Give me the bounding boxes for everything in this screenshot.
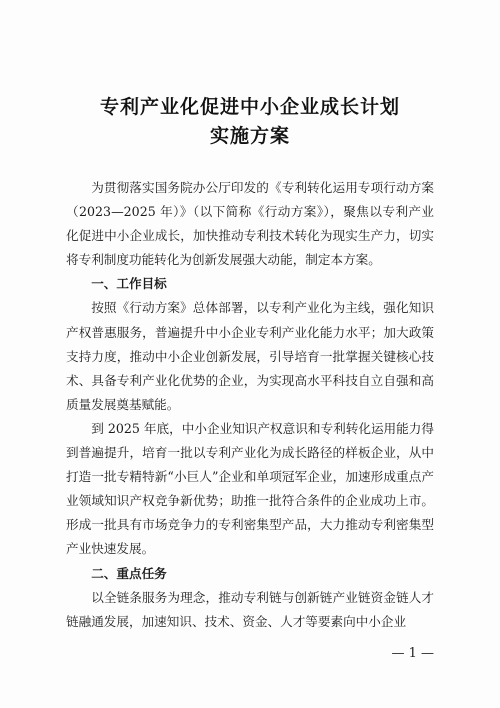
document-title-line2: 实施方案 (209, 125, 290, 147)
section1-paragraph-1: 按照《行动方案》总体部署，以专利产业化为主线，强化知识产权普惠服务，普遍提升中小企业专利产业化能力水平；加大政策支持力度，推动中小企业创新发展，引导培育一批掌握关键核心技术、具备专利产业化优势的企业，为实现高水平科技自立自强和高质量发展奠基赋能。 (66, 300, 434, 412)
page-number: — 1 — (391, 646, 434, 661)
section1-heading: 一、工作目标 (91, 276, 167, 292)
section1-paragraph-2: 到 2025 年底，中小企业知识产权意识和专利转化运用能力得到普遍提升，培育一批以专利产业化为成长路径的样板企业，从中打造一批专精特新“小巨人”企业和单项冠军企业，加速形成重点产业领域知识产权竞争新优势；助推一批符合条件的企业成功上市。形成一批具有市场竞争力的专利密集型产品，大力推动专利密集型产业快速发展。 (66, 420, 434, 557)
section2-heading: 二、重点任务 (91, 565, 167, 581)
section2-paragraph-1: 以全链条服务为理念，推动专利链与创新链产业链资金链人才链融通发展，加速知识、技术、资金、人才等要素向中小企业 (66, 589, 434, 629)
document-title-line1: 专利产业化促进中小企业成长计划 (99, 96, 400, 118)
intro-paragraph: 为贯彻落实国务院办公厅印发的《专利转化运用专项行动方案（2023—2025 年）》（以下简称《行动方案》），聚焦以专利产业化促进中小企业成长，加快推动专利技术转化为现实生产力，切实将专利制度功能转化为创新发展强大动能，制定本方案。 (66, 180, 434, 268)
document-body (66, 176, 434, 634)
